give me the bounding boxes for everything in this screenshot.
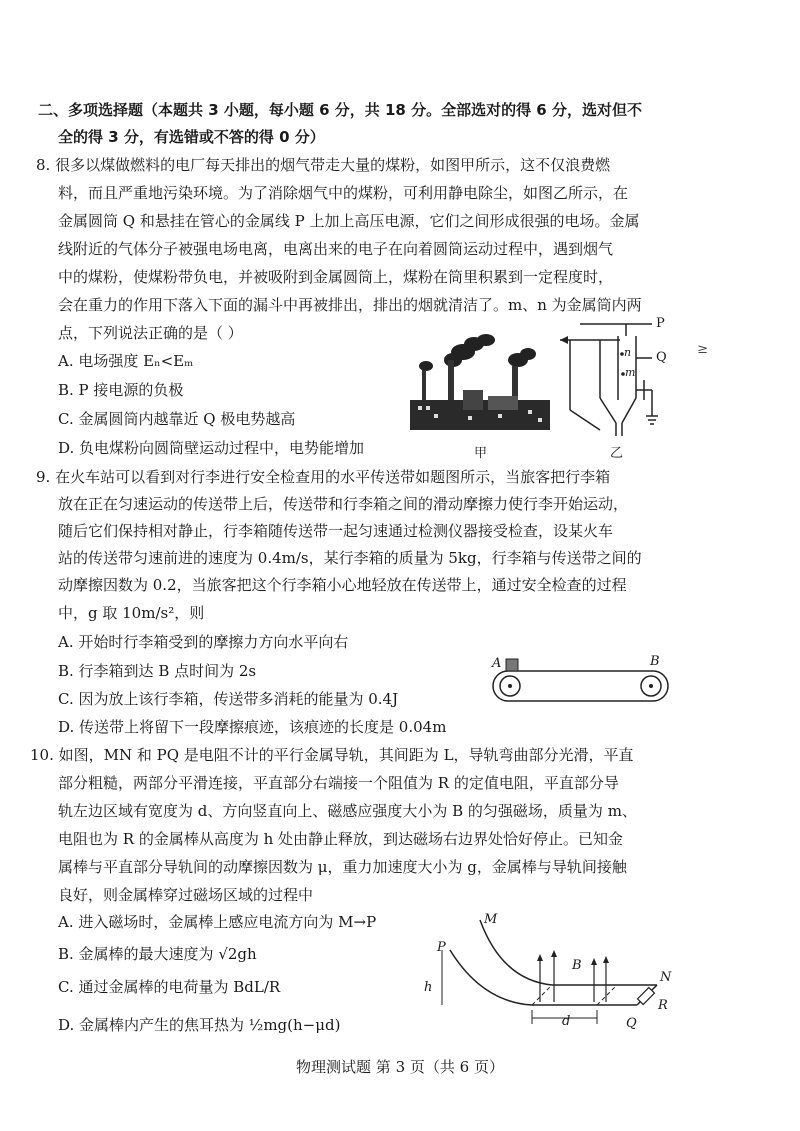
q9-line: 9. 在火车站可以看到对行李进行安全检查用的水平传送带如题图所示，当旅客把行李箱 <box>36 468 611 486</box>
fig-yi-n: n <box>624 346 632 359</box>
fig-rail-M: M <box>484 912 498 927</box>
q9-option-a: A. 开始时行李箱受到的摩擦力方向水平向右 <box>58 633 349 651</box>
q8-option-a: A. 电场强度 Eₙ<Eₘ <box>58 352 194 370</box>
q8-option-d: D. 负电煤粉向圆筒壁运动过程中，电势能增加 <box>58 439 365 457</box>
q8-line: 金属圆筒 Q 和悬挂在管心的金属线 P 上加上高压电源，它们之间形成很强的电场。金属 <box>58 212 640 230</box>
q10-line: 部分粗糙，两部分平滑连接，平直部分右端接一个阻值为 R 的定值电阻，平直部分导 <box>58 774 619 792</box>
q10-line: 10. 如图，MN 和 PQ 是电阻不计的平行金属导轨，其间距为 L，导轨弯曲部分光滑，平直 <box>30 746 634 764</box>
fig-rail-N: N <box>660 970 672 985</box>
fig-rail-Q: Q <box>626 1016 637 1031</box>
q10-option-c: C. 通过金属棒的电荷量为 BdL/R <box>58 978 281 996</box>
fig-height-h: h <box>424 980 433 995</box>
fig-conveyor-A: A <box>492 656 502 671</box>
q8-line: 料，而且严重地污染环境。为了消除烟气中的煤粉，可利用静电除尘，如图乙所示，在 <box>58 184 629 202</box>
section-title-line1: 二、多项选择题（本题共 3 小题，每小题 6 分，共 18 分。全部选对的得 6 分，选对但不 <box>38 101 642 119</box>
page-footer: 物理测试题 第 3 页（共 6 页） <box>296 1058 504 1076</box>
q8-option-c: C. 金属圆筒内越靠近 Q 极电势越高 <box>58 410 296 428</box>
side-mark: ≥ <box>697 342 708 357</box>
fig-jia-label: 甲 <box>474 446 488 461</box>
q10-option-b: B. 金属棒的最大速度为 √2gh <box>58 945 257 963</box>
q9-option-d: D. 传送带上将留下一段摩擦痕迹，该痕迹的长度是 0.04m <box>58 718 447 736</box>
q9-line: 随后它们保持相对静止，行李箱随传送带一起匀速通过检测仪器接受检查，设某火车 <box>58 522 614 540</box>
q10-line: 电阻也为 R 的金属棒从高度为 h 处由静止释放，到达磁场右边界处恰好停止。已知金 <box>58 830 624 848</box>
q8-option-b: B. P 接电源的负极 <box>58 381 184 399</box>
q8-line: 8. 很多以煤做燃料的电厂每天排出的烟气带走大量的煤粉，如图甲所示，这不仅浪费燃 <box>36 156 611 174</box>
q9-option-b: B. 行李箱到达 B 点时间为 2s <box>58 662 257 680</box>
fig-yi-m: m <box>625 366 636 379</box>
q10-line: 良好，则金属棒穿过磁场区域的过程中 <box>58 886 314 904</box>
conveyor-belt-figure <box>488 655 673 705</box>
q9-line: 中，g 取 10m/s²，则 <box>58 604 205 622</box>
fig-conveyor-B: B <box>650 654 660 669</box>
fig-field-B: B <box>572 958 582 973</box>
fig-yi-P: P <box>656 316 665 331</box>
q10-option-d: D. 金属棒内产生的焦耳热为 ½mg(h−μd) <box>58 1016 341 1034</box>
q8-line: 会在重力的作用下落入下面的漏斗中再被排出，排出的烟就清洁了。m、n 为金属筒内两 <box>58 296 642 314</box>
q9-option-c: C. 因为放上该行李箱，传送带多消耗的能量为 0.4J <box>58 690 399 708</box>
q8-line: 线附近的气体分子被强电场电离，电离出来的电子在向着圆筒运动过程中，遇到烟气 <box>58 240 614 258</box>
fig-rail-R: R <box>658 998 668 1013</box>
q9-line: 放在正在匀速运动的传送带上后，传送带和行李箱之间的滑动摩擦力使行李开始运动， <box>58 495 629 513</box>
rails-field-figure <box>432 910 682 1038</box>
factory-figure-jia <box>408 330 558 440</box>
fig-width-d: d <box>562 1014 571 1029</box>
q10-option-a: A. 进入磁场时，金属棒上感应电流方向为 M→P <box>58 913 377 931</box>
q9-line: 动摩擦因数为 0.2，当旅客把这个行李箱小心地轻放在传送带上，通过安全检查的过程 <box>58 576 627 594</box>
q8-line: 中的煤粉，使煤粉带负电，并被吸附到金属圆筒上，煤粉在筒里积累到一定程度时， <box>58 268 614 286</box>
q10-line: 轨左边区域有宽度为 d、方向竖直向上、磁感应强度大小为 B 的匀强磁场，质量为 m、 <box>58 802 637 820</box>
q10-line: 属棒与平直部分导轨间的动摩擦因数为 μ，重力加速度大小为 g，金属棒与导轨间接触 <box>58 858 627 876</box>
q8-line: 点，下列说法正确的是（ ） <box>58 324 243 342</box>
fig-yi-label: 乙 <box>610 446 624 461</box>
fig-yi-Q: Q <box>656 350 667 365</box>
section-title-line2: 全的得 3 分，有选错或不答的得 0 分） <box>58 128 325 146</box>
precipitator-figure-yi <box>560 318 690 443</box>
q9-line: 站的传送带匀速前进的速度为 0.4m/s，某行李箱的质量为 5kg，行李箱与传送带之间的 <box>58 549 642 567</box>
fig-rail-P: P <box>437 940 446 955</box>
